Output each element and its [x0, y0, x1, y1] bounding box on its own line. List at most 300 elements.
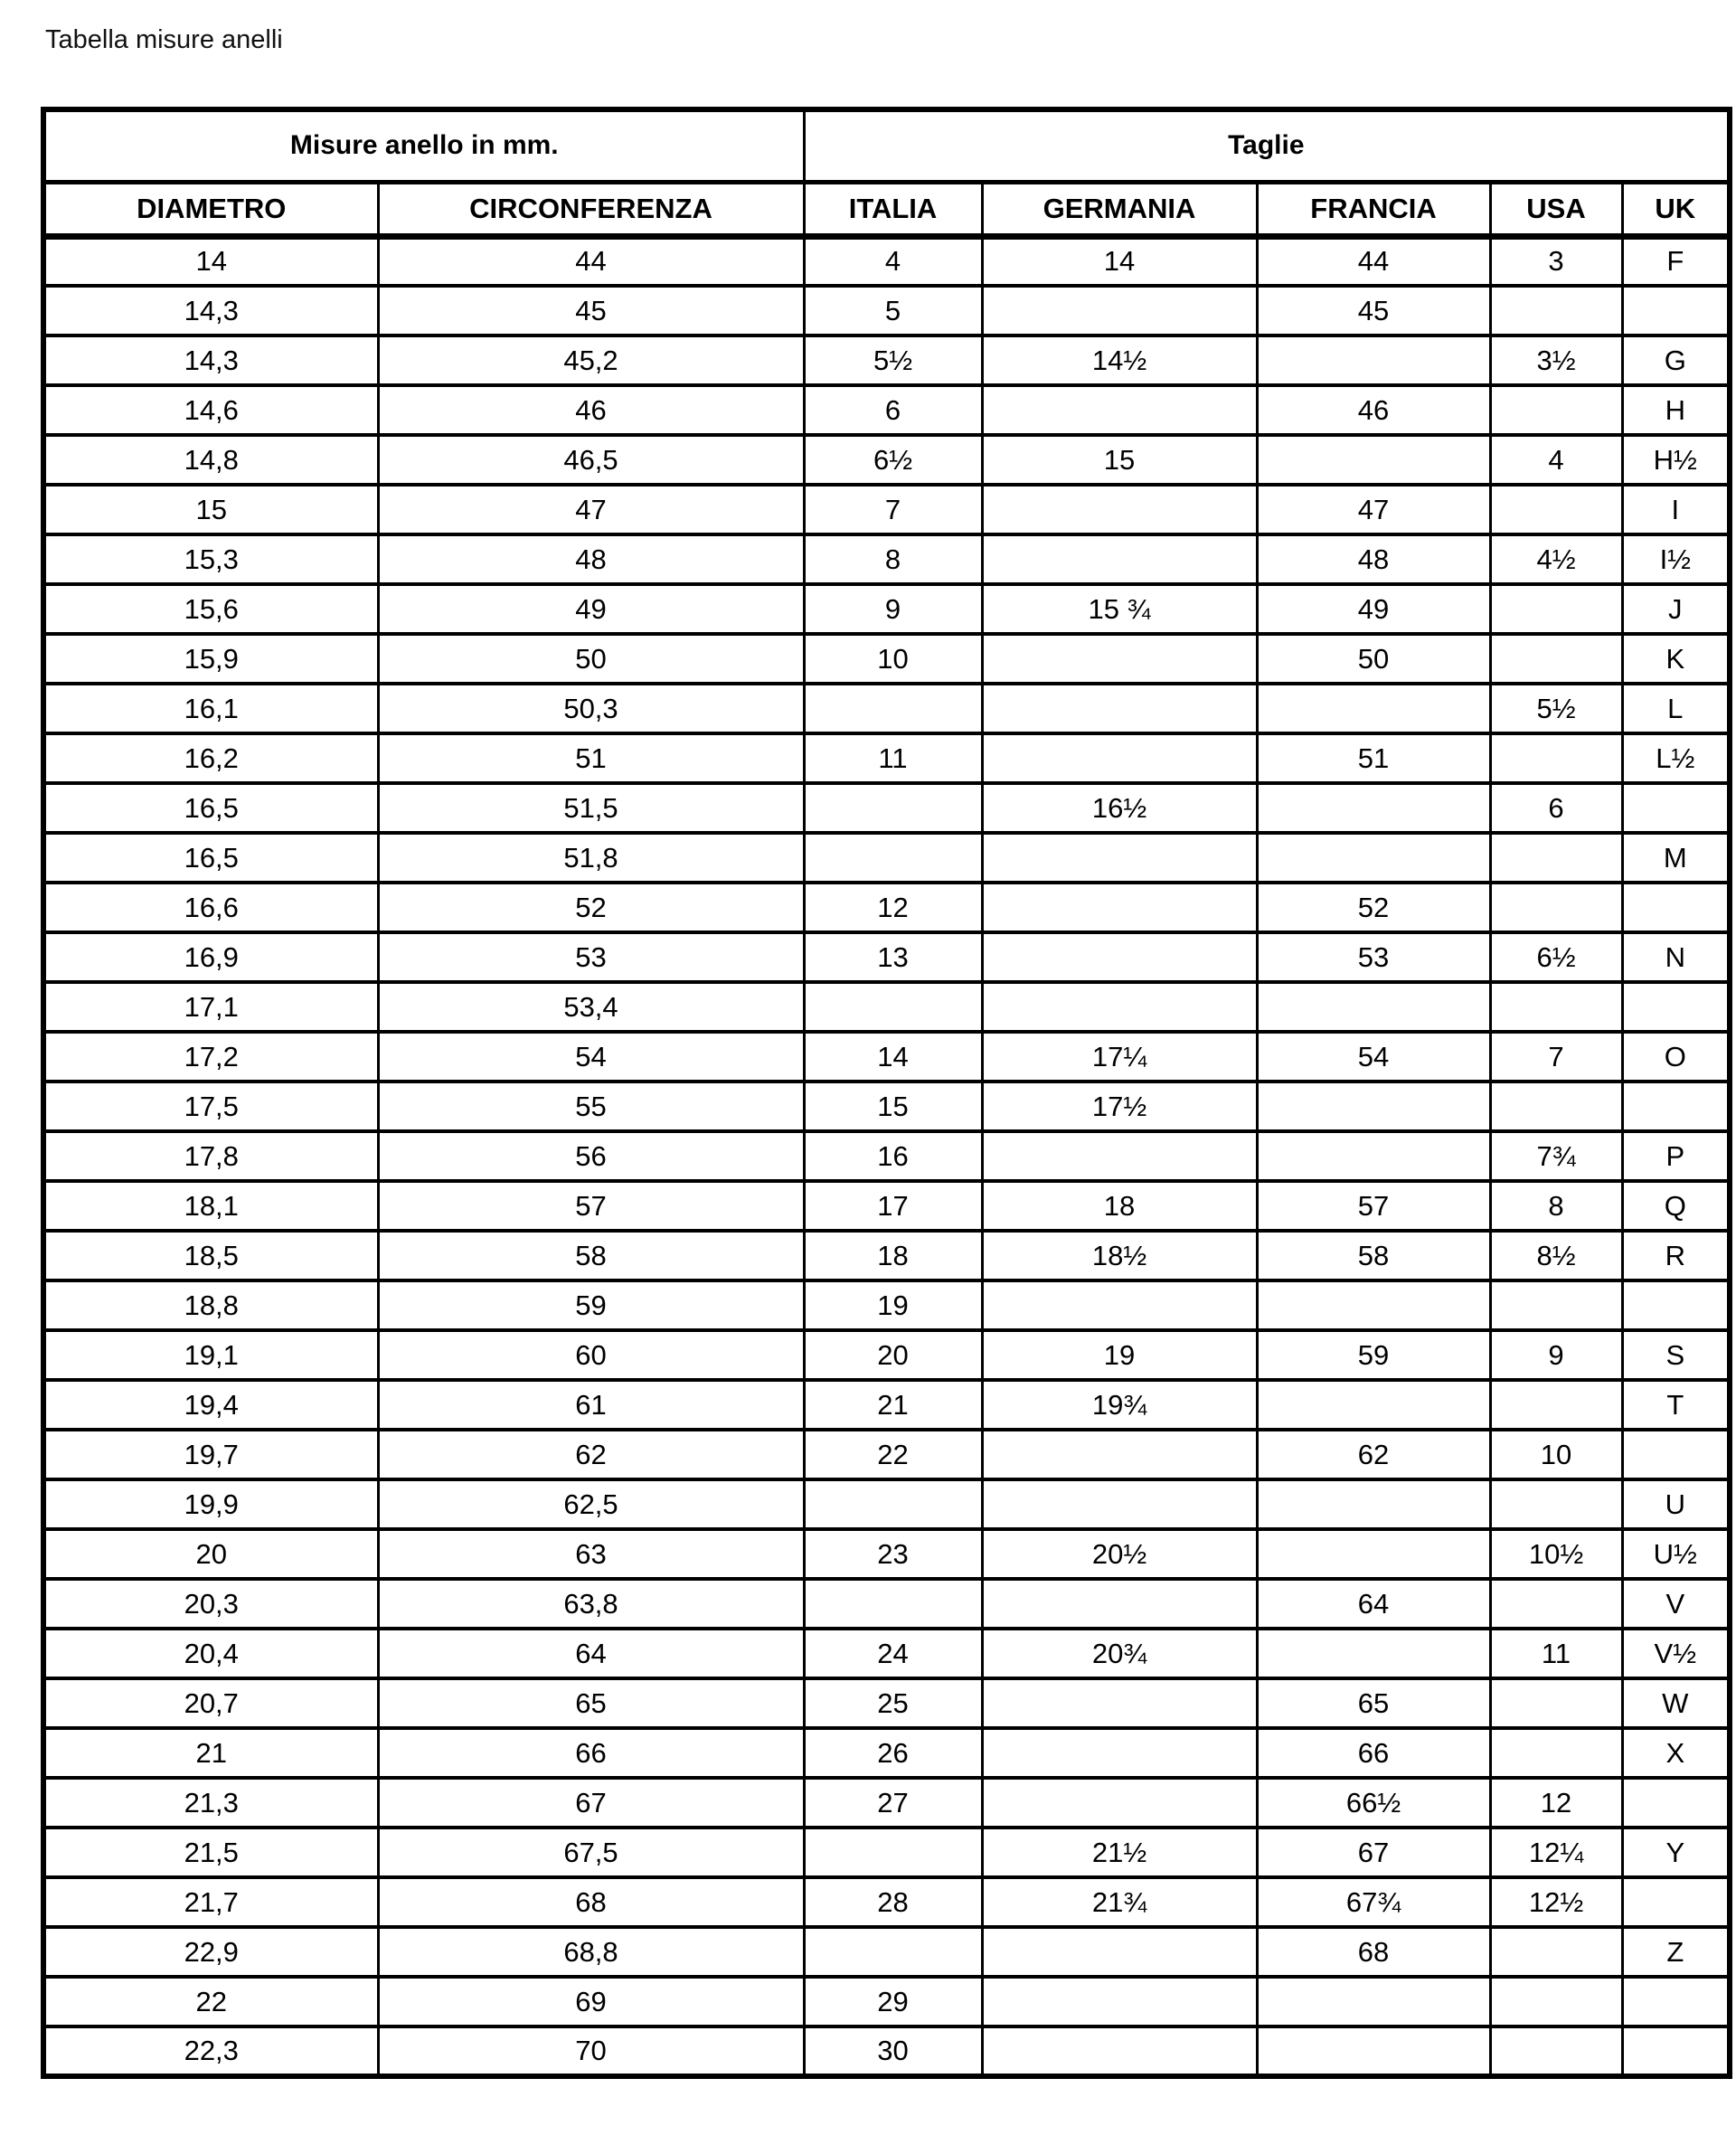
table-cell: 7¾: [1490, 1131, 1622, 1181]
table-cell: [982, 1927, 1257, 1977]
table-cell: 51,5: [378, 783, 804, 833]
table-cell: Z: [1622, 1927, 1730, 1977]
table-cell: [1490, 1479, 1622, 1529]
table-cell: 4½: [1490, 534, 1622, 584]
table-cell: 29: [804, 1977, 982, 2026]
table-cell: 15,6: [43, 584, 378, 634]
table-cell: [1490, 385, 1622, 435]
table-cell: 15: [804, 1082, 982, 1131]
table-cell: [1257, 435, 1490, 485]
table-cell: 51: [378, 733, 804, 783]
table-cell: [982, 733, 1257, 783]
table-cell: 8: [1490, 1181, 1622, 1231]
table-cell: W: [1622, 1678, 1730, 1728]
table-cell: 50: [378, 634, 804, 684]
table-cell: [1257, 1977, 1490, 2026]
table-cell: 26: [804, 1728, 982, 1778]
table-cell: [982, 932, 1257, 982]
table-row: [43, 1330, 1730, 1380]
table-cell: 19¾: [982, 1380, 1257, 1430]
table-cell: [1622, 982, 1730, 1032]
table-cell: 70: [378, 2026, 804, 2076]
table-cell: [1257, 2026, 1490, 2076]
group-header-row: [43, 109, 1730, 182]
table-cell: [1490, 1579, 1622, 1629]
table-row: [43, 1678, 1730, 1728]
table-cell: [1490, 883, 1622, 932]
table-cell: I½: [1622, 534, 1730, 584]
table-cell: 15,9: [43, 634, 378, 684]
table-cell: 53: [1257, 932, 1490, 982]
table-cell: [982, 833, 1257, 883]
table-cell: [1257, 1280, 1490, 1330]
table-cell: [1490, 1380, 1622, 1430]
table-cell: 62,5: [378, 1479, 804, 1529]
table-row: [43, 1280, 1730, 1330]
table-cell: 14,8: [43, 435, 378, 485]
table-cell: 9: [804, 584, 982, 634]
table-cell: 59: [378, 1280, 804, 1330]
table-cell: [1622, 783, 1730, 833]
table-cell: 17: [804, 1181, 982, 1231]
table-cell: 54: [1257, 1032, 1490, 1082]
table-row: [43, 1082, 1730, 1131]
table-cell: 18,5: [43, 1231, 378, 1280]
table-cell: 63,8: [378, 1579, 804, 1629]
table-cell: S: [1622, 1330, 1730, 1380]
table-cell: [1257, 1380, 1490, 1430]
table-cell: M: [1622, 833, 1730, 883]
table-cell: [982, 534, 1257, 584]
table-cell: [982, 883, 1257, 932]
table-cell: [1622, 1430, 1730, 1479]
table-cell: [804, 1927, 982, 1977]
table-cell: [1490, 1280, 1622, 1330]
table-cell: 58: [378, 1231, 804, 1280]
table-cell: 51: [1257, 733, 1490, 783]
table-cell: 45: [378, 286, 804, 335]
table-row: [43, 1529, 1730, 1579]
table-cell: 55: [378, 1082, 804, 1131]
table-cell: 46: [378, 385, 804, 435]
table-cell: [1257, 1479, 1490, 1529]
table-cell: 63: [378, 1529, 804, 1579]
table-cell: 8: [804, 534, 982, 584]
table-cell: [982, 385, 1257, 435]
table-cell: [1490, 634, 1622, 684]
table-cell: 16,2: [43, 733, 378, 783]
table-cell: 45,2: [378, 335, 804, 385]
table-cell: 64: [1257, 1579, 1490, 1629]
table-row: [43, 833, 1730, 883]
table-cell: [1490, 1977, 1622, 2026]
table-cell: 57: [378, 1181, 804, 1231]
table-cell: [1257, 982, 1490, 1032]
table-cell: 52: [378, 883, 804, 932]
table-cell: 50,3: [378, 684, 804, 733]
table-cell: [982, 634, 1257, 684]
table-row: [43, 733, 1730, 783]
table-cell: 15: [43, 485, 378, 534]
table-cell: I: [1622, 485, 1730, 534]
table-cell: 28: [804, 1877, 982, 1927]
table-cell: 46: [1257, 385, 1490, 435]
table-cell: 17¼: [982, 1032, 1257, 1082]
table-cell: 62: [378, 1430, 804, 1479]
table-cell: [804, 783, 982, 833]
table-row: [43, 1877, 1730, 1927]
table-cell: [1257, 1629, 1490, 1678]
table-cell: 20: [43, 1529, 378, 1579]
table-row: [43, 1231, 1730, 1280]
table-cell: 44: [378, 236, 804, 286]
table-cell: 62: [1257, 1430, 1490, 1479]
table-cell: 16,1: [43, 684, 378, 733]
table-cell: 11: [1490, 1629, 1622, 1678]
table-cell: 18½: [982, 1231, 1257, 1280]
table-cell: [1622, 2026, 1730, 2076]
table-cell: 20¾: [982, 1629, 1257, 1678]
table-cell: [1490, 1082, 1622, 1131]
table-cell: [1257, 335, 1490, 385]
table-cell: 20: [804, 1330, 982, 1380]
table-cell: L½: [1622, 733, 1730, 783]
table-cell: 22: [43, 1977, 378, 2026]
table-cell: Q: [1622, 1181, 1730, 1231]
table-cell: 61: [378, 1380, 804, 1430]
table-cell: 4: [1490, 435, 1622, 485]
table-cell: [982, 1579, 1257, 1629]
table-cell: 21: [804, 1380, 982, 1430]
table-cell: 6½: [1490, 932, 1622, 982]
table-cell: 16,6: [43, 883, 378, 932]
table-row: [43, 435, 1730, 485]
table-cell: 21½: [982, 1828, 1257, 1877]
table-cell: 9: [1490, 1330, 1622, 1380]
table-cell: [1490, 584, 1622, 634]
table-row: [43, 1479, 1730, 1529]
table-cell: 22,9: [43, 1927, 378, 1977]
table-row: [43, 335, 1730, 385]
table-cell: 8½: [1490, 1231, 1622, 1280]
table-cell: 54: [378, 1032, 804, 1082]
table-cell: [982, 1280, 1257, 1330]
table-cell: 6: [804, 385, 982, 435]
table-row: [43, 1778, 1730, 1828]
table-cell: 5½: [804, 335, 982, 385]
table-cell: [982, 2026, 1257, 2076]
table-cell: [982, 684, 1257, 733]
table-cell: 16½: [982, 783, 1257, 833]
table-cell: [1257, 1131, 1490, 1181]
table-cell: [1490, 1678, 1622, 1728]
table-cell: 24: [804, 1629, 982, 1678]
table-cell: 11: [804, 733, 982, 783]
table-cell: [804, 1828, 982, 1877]
table-cell: [1490, 733, 1622, 783]
table-cell: 12½: [1490, 1877, 1622, 1927]
table-cell: 3½: [1490, 335, 1622, 385]
table-cell: 47: [1257, 485, 1490, 534]
table-cell: 67¾: [1257, 1877, 1490, 1927]
table-cell: 16,5: [43, 833, 378, 883]
table-row: [43, 783, 1730, 833]
table-body: [43, 236, 1730, 2076]
table-cell: [982, 485, 1257, 534]
table-row: [43, 1131, 1730, 1181]
table-cell: 14,6: [43, 385, 378, 435]
table-cell: [982, 286, 1257, 335]
table-row: [43, 385, 1730, 435]
table-row: [43, 634, 1730, 684]
table-cell: 6½: [804, 435, 982, 485]
group-header-taglie: Taglie: [804, 109, 1730, 182]
table-cell: 60: [378, 1330, 804, 1380]
table-cell: 51,8: [378, 833, 804, 883]
table-row: [43, 1380, 1730, 1430]
table-cell: 3: [1490, 236, 1622, 286]
table-cell: [1622, 1977, 1730, 2026]
column-header-germania: GERMANIA: [982, 182, 1257, 236]
table-cell: [982, 1678, 1257, 1728]
table-cell: [982, 1479, 1257, 1529]
table-cell: [1490, 1728, 1622, 1778]
table-cell: 12: [1490, 1778, 1622, 1828]
table-cell: 10: [804, 634, 982, 684]
table-cell: 48: [378, 534, 804, 584]
page-title: Tabella misure anelli: [45, 25, 283, 54]
table-cell: [1490, 833, 1622, 883]
table-cell: 53,4: [378, 982, 804, 1032]
table-cell: 18,1: [43, 1181, 378, 1231]
table-cell: 46,5: [378, 435, 804, 485]
table-cell: 23: [804, 1529, 982, 1579]
table-cell: [1622, 1082, 1730, 1131]
table-cell: 67,5: [378, 1828, 804, 1877]
table-cell: [1257, 1082, 1490, 1131]
table-cell: T: [1622, 1380, 1730, 1430]
table-cell: 69: [378, 1977, 804, 2026]
table-cell: [1490, 485, 1622, 534]
table-cell: [1257, 684, 1490, 733]
table-row: [43, 1579, 1730, 1629]
table-cell: [804, 1479, 982, 1529]
table-cell: [1622, 1280, 1730, 1330]
table-cell: 16,9: [43, 932, 378, 982]
table-cell: 20,4: [43, 1629, 378, 1678]
table-cell: [1257, 833, 1490, 883]
table-cell: 7: [804, 485, 982, 534]
table-cell: P: [1622, 1131, 1730, 1181]
table-cell: 19: [804, 1280, 982, 1330]
table-row: [43, 286, 1730, 335]
table-cell: [982, 1131, 1257, 1181]
table-cell: L: [1622, 684, 1730, 733]
table-cell: 5: [804, 286, 982, 335]
column-header-francia: FRANCIA: [1257, 182, 1490, 236]
table-cell: 67: [378, 1778, 804, 1828]
table-row: [43, 1032, 1730, 1082]
table-cell: U: [1622, 1479, 1730, 1529]
table-cell: 7: [1490, 1032, 1622, 1082]
table-row: [43, 534, 1730, 584]
table-cell: 10½: [1490, 1529, 1622, 1579]
table-cell: 21,5: [43, 1828, 378, 1877]
table-cell: 53: [378, 932, 804, 982]
column-header-circonferenza: CIRCONFERENZA: [378, 182, 804, 236]
table-cell: [1490, 2026, 1622, 2076]
table-cell: 14: [982, 236, 1257, 286]
table-cell: 13: [804, 932, 982, 982]
column-header-uk: UK: [1622, 182, 1730, 236]
table-cell: [1490, 982, 1622, 1032]
table-cell: 45: [1257, 286, 1490, 335]
table-cell: 18: [804, 1231, 982, 1280]
table-cell: 14,3: [43, 286, 378, 335]
table-cell: [982, 1778, 1257, 1828]
table-cell: J: [1622, 584, 1730, 634]
table-cell: 19,7: [43, 1430, 378, 1479]
table-cell: [804, 833, 982, 883]
table-cell: 16: [804, 1131, 982, 1181]
table-cell: 59: [1257, 1330, 1490, 1380]
table-cell: 22: [804, 1430, 982, 1479]
table-row: [43, 883, 1730, 932]
table-cell: 50: [1257, 634, 1490, 684]
table-cell: 44: [1257, 236, 1490, 286]
table-row: [43, 932, 1730, 982]
table-cell: 27: [804, 1778, 982, 1828]
table-row: [43, 1181, 1730, 1231]
table-cell: 5½: [1490, 684, 1622, 733]
table-cell: 65: [1257, 1678, 1490, 1728]
table-cell: 14: [804, 1032, 982, 1082]
table-row: [43, 236, 1730, 286]
table-cell: V: [1622, 1579, 1730, 1629]
table-cell: 66: [378, 1728, 804, 1778]
table-cell: G: [1622, 335, 1730, 385]
table-cell: [1490, 286, 1622, 335]
group-header-misure-anello: Misure anello in mm.: [43, 109, 804, 182]
column-header-italia: ITALIA: [804, 182, 982, 236]
table-cell: 10: [1490, 1430, 1622, 1479]
table-cell: N: [1622, 932, 1730, 982]
table-cell: V½: [1622, 1629, 1730, 1678]
table-cell: 25: [804, 1678, 982, 1728]
table-cell: 18,8: [43, 1280, 378, 1330]
table-head: [43, 109, 1730, 236]
table-cell: 64: [378, 1629, 804, 1678]
table-cell: 66: [1257, 1728, 1490, 1778]
table-cell: [1490, 1927, 1622, 1977]
table-cell: 16,5: [43, 783, 378, 833]
table-cell: 12: [804, 883, 982, 932]
table-row: [43, 684, 1730, 733]
table-cell: 15: [982, 435, 1257, 485]
table-row: [43, 1828, 1730, 1877]
table-cell: 18: [982, 1181, 1257, 1231]
table-cell: 14: [43, 236, 378, 286]
column-header-row: [43, 182, 1730, 236]
table-cell: H: [1622, 385, 1730, 435]
table-row: [43, 982, 1730, 1032]
table-cell: [1622, 286, 1730, 335]
table-cell: 19,1: [43, 1330, 378, 1380]
table-cell: 20½: [982, 1529, 1257, 1579]
column-header-diametro: DIAMETRO: [43, 182, 378, 236]
table-cell: 14,3: [43, 335, 378, 385]
table-cell: 17,1: [43, 982, 378, 1032]
table-cell: 21: [43, 1728, 378, 1778]
table-cell: 21¾: [982, 1877, 1257, 1927]
table-cell: 6: [1490, 783, 1622, 833]
table-cell: F: [1622, 236, 1730, 286]
table-cell: [982, 982, 1257, 1032]
table-row: [43, 485, 1730, 534]
table-cell: 19,9: [43, 1479, 378, 1529]
table-row: [43, 1977, 1730, 2026]
table-cell: 17½: [982, 1082, 1257, 1131]
table-cell: 17,5: [43, 1082, 378, 1131]
column-header-usa: USA: [1490, 182, 1622, 236]
table-cell: O: [1622, 1032, 1730, 1082]
table-cell: 49: [1257, 584, 1490, 634]
table-cell: 68,8: [378, 1927, 804, 1977]
table-cell: H½: [1622, 435, 1730, 485]
table-cell: 56: [378, 1131, 804, 1181]
table-cell: 65: [378, 1678, 804, 1728]
table-cell: [804, 684, 982, 733]
table-cell: 19: [982, 1330, 1257, 1380]
table-cell: 21,7: [43, 1877, 378, 1927]
table-cell: 48: [1257, 534, 1490, 584]
table-cell: R: [1622, 1231, 1730, 1280]
table-cell: 17,8: [43, 1131, 378, 1181]
table-row: [43, 1629, 1730, 1678]
table-cell: [982, 1977, 1257, 2026]
table-cell: [1257, 1529, 1490, 1579]
table-row: [43, 584, 1730, 634]
table-cell: 57: [1257, 1181, 1490, 1231]
table-row: [43, 1728, 1730, 1778]
table-cell: 52: [1257, 883, 1490, 932]
table-cell: [1622, 1778, 1730, 1828]
table-cell: 14½: [982, 335, 1257, 385]
table-cell: 67: [1257, 1828, 1490, 1877]
table-cell: 15,3: [43, 534, 378, 584]
table-cell: U½: [1622, 1529, 1730, 1579]
table-cell: 49: [378, 584, 804, 634]
table-cell: 58: [1257, 1231, 1490, 1280]
table-cell: 68: [1257, 1927, 1490, 1977]
table-cell: [982, 1430, 1257, 1479]
table-cell: [804, 1579, 982, 1629]
table-cell: 19,4: [43, 1380, 378, 1430]
table-cell: X: [1622, 1728, 1730, 1778]
table-cell: [1622, 883, 1730, 932]
table-row: [43, 1927, 1730, 1977]
table-cell: 20,7: [43, 1678, 378, 1728]
table-cell: 68: [378, 1877, 804, 1927]
table-cell: 4: [804, 236, 982, 286]
table-cell: [804, 982, 982, 1032]
table-row: [43, 1430, 1730, 1479]
table-cell: 47: [378, 485, 804, 534]
table-cell: 22,3: [43, 2026, 378, 2076]
ring-size-table: [41, 107, 1732, 2079]
table-cell: 30: [804, 2026, 982, 2076]
table-cell: Y: [1622, 1828, 1730, 1877]
